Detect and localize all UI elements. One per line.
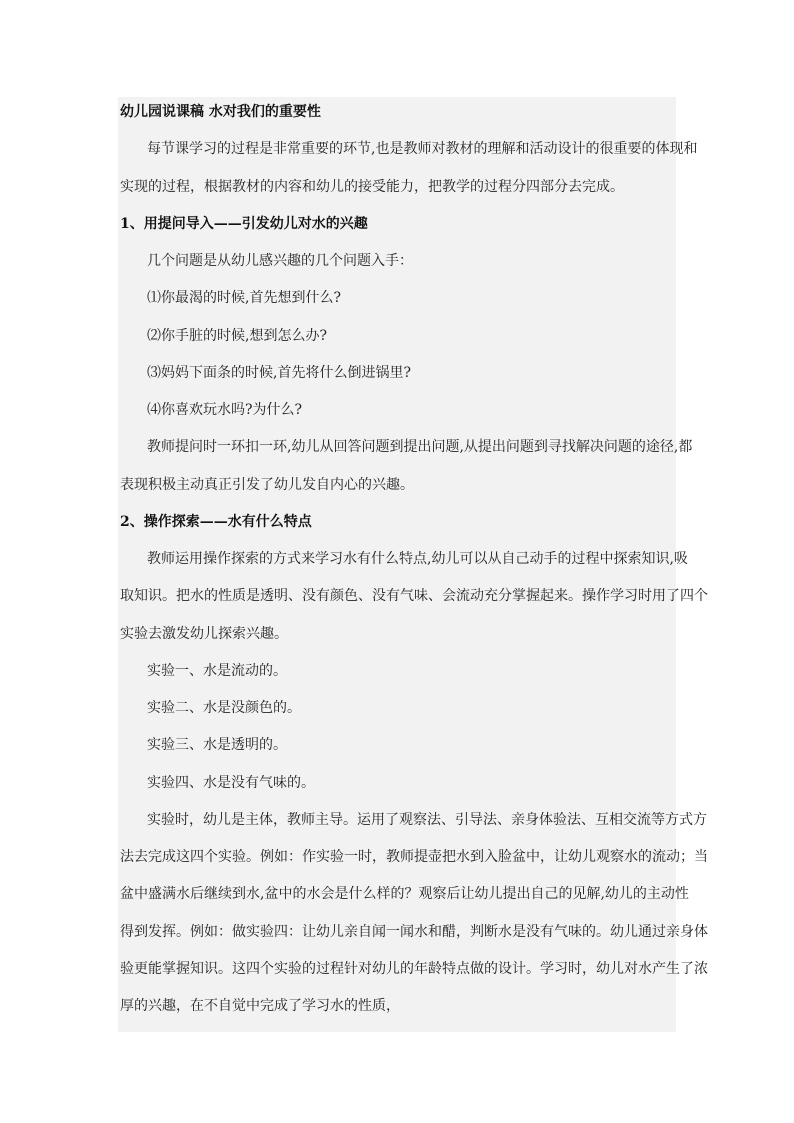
section2-intro-line: 教师运用操作探索的方式来学习水有什么特点,幼儿可以从自己动手的过程中探索知识,吸 xyxy=(147,551,688,567)
intro-line: 每节课学习的过程是非常重要的环节,也是教师对教材的理解和活动设计的很重要的体现和 xyxy=(147,141,698,158)
document-page xyxy=(118,97,708,1032)
section2-summary-line: 盆中盛满水后继续到水,盆中的水会是什么样的？观察后让幼儿提出自己的见解,幼儿的主动性 xyxy=(120,886,689,903)
experiment-item: 实验二、水是没颜色的。 xyxy=(147,700,301,716)
section1-summary-line: 教师提问时一环扣一环,幼儿从回答问题到提出问题,从提出问题到寻找解决问题的途径,都 xyxy=(147,439,693,456)
section2-summary-line: 法去完成这四个实验。例如：作实验一时，教师提壶把水到入脸盆中，让幼儿观察水的流动；当 xyxy=(120,849,708,865)
question-item: ⑷你喜欢玩水吗?为什么? xyxy=(147,402,303,418)
question-item: ⑵你手脏的时候,想到怎么办? xyxy=(147,327,327,344)
section1-lead: 几个问题是从幼儿感兴趣的几个问题入手： xyxy=(147,253,413,269)
section2-intro-line: 取知识。把水的性质是透明、没有颜色、没有气味、会流动充分掌握起来。操作学习时用了四个 xyxy=(120,588,708,605)
section1-heading: 1、用提问导入——引发幼儿对水的兴趣 xyxy=(120,215,368,232)
section2-intro-line: 实验去激发幼儿探索兴趣。 xyxy=(120,625,288,642)
document-body xyxy=(120,94,708,1025)
section2-summary-line: 厚的兴趣，在不自觉中完成了学习水的性质， xyxy=(120,998,400,1014)
section2-heading: 2、操作探索——水有什么特点 xyxy=(120,513,312,530)
question-item: ⑶妈妈下面条的时候,首先将什么倒进锅里? xyxy=(147,364,411,381)
experiment-item: 实验四、水是没有气味的。 xyxy=(147,774,315,791)
section1-summary-line: 表现积极主动真正引发了幼儿发自内心的兴趣。 xyxy=(120,476,414,493)
intro-line: 实现的过程，根据教材的内容和幼儿的接受能力，把教学的过程分四部分去完成。 xyxy=(120,178,624,195)
experiment-item: 实验一、水是流动的。 xyxy=(147,662,287,679)
experiment-item: 实验三、水是透明的。 xyxy=(147,737,287,754)
section2-summary-line: 得到发挥。例如：做实验四：让幼儿亲自闻一闻水和醋，判断水是没有气味的。幼儿通过亲身体 xyxy=(120,923,708,940)
question-item: ⑴你最渴的时候,首先想到什么? xyxy=(147,290,341,307)
section2-summary-line: 验更能掌握知识。这四个实验的过程针对幼儿的年龄特点做的设计。学习时，幼儿对水产生了浓 xyxy=(120,960,708,977)
section2-summary-line: 实验时，幼儿是主体，教师主导。运用了观察法、引导法、亲身体验法、互相交流等方式方 xyxy=(147,811,707,828)
document-title: 幼儿园说课稿 水对我们的重要性 xyxy=(120,104,321,120)
